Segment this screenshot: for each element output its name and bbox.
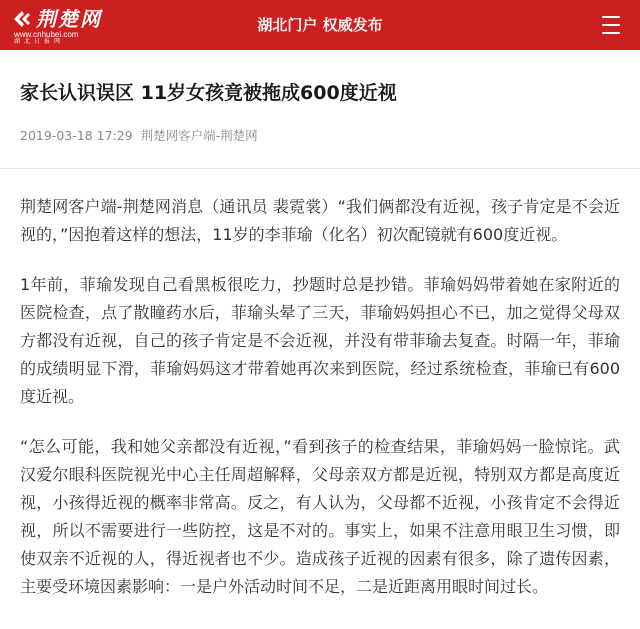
header-slogan: 湖北门户 权威发布 [257,16,383,34]
top-bar [0,0,640,50]
article-paragraph: 1年前，菲瑜发现自己看黑板很吃力，抄题时总是抄错。菲瑜妈妈带着她在家附近的医院检查，点了散瞳药水后，菲瑜头晕了三天，菲瑜妈妈担心不已，加之觉得父母双方都没有近视，自己的孩子肯定是不会近视，并没有带菲瑜去复查。时隔一年，菲瑜的成绩明显下滑，菲瑜妈妈这才带着她再次来到医院，经过系统检查，菲瑜已有600度近视。 [20,275,620,406]
hamburger-menu-icon [602,32,620,34]
article [0,50,640,601]
article-meta [20,128,620,144]
menu-button[interactable] [602,14,620,36]
divider [0,168,640,169]
article-title: 家长认识误区 11岁女孩竟被拖成600度近视 [20,82,397,104]
article-paragraph: “怎么可能，我和她父亲都没有近视，”看到孩子的检查结果，菲瑜妈妈一脸惊诧。武汉爱尔眼科医院视光中心主任周超解释，父母亲双方都是近视，特别双方都是高度近视，小孩得近视的概率非常高。反之，有人认为，父母都不近视，小孩肯定不会得近视，所以不需要进行一些防控，这是不对的。事实上，如果不注意用眼卫生习惯，即使双亲不近视的人，得近视者也不少。造成孩子近视的因素有很多，除了遗传因素，主要受环境因素影响：一是户外活动时间不足，二是近距离用眼时间过长。 [20,437,620,596]
site-name: 荆楚网 [36,7,102,31]
article-source: 荆楚网客户端-荆楚网 [140,128,258,143]
site-url: www.cnhubei.com [14,30,79,39]
logo-mark-icon [12,9,34,29]
hamburger-menu-icon [602,16,620,18]
publish-datetime: 2019-03-18 17:29 [20,128,133,143]
site-subtitle: 湖北日报网 [14,38,65,45]
site-logo[interactable] [12,6,112,44]
article-paragraph: 荆楚网客户端-荆楚网消息（通讯员 裴霓裳）“我们俩都没有近视，孩子肯定是不会近视的，”因抱着这样的想法，11岁的李菲瑜（化名）初次配镜就有600度近视。 [20,197,620,244]
hamburger-menu-icon [602,24,620,26]
